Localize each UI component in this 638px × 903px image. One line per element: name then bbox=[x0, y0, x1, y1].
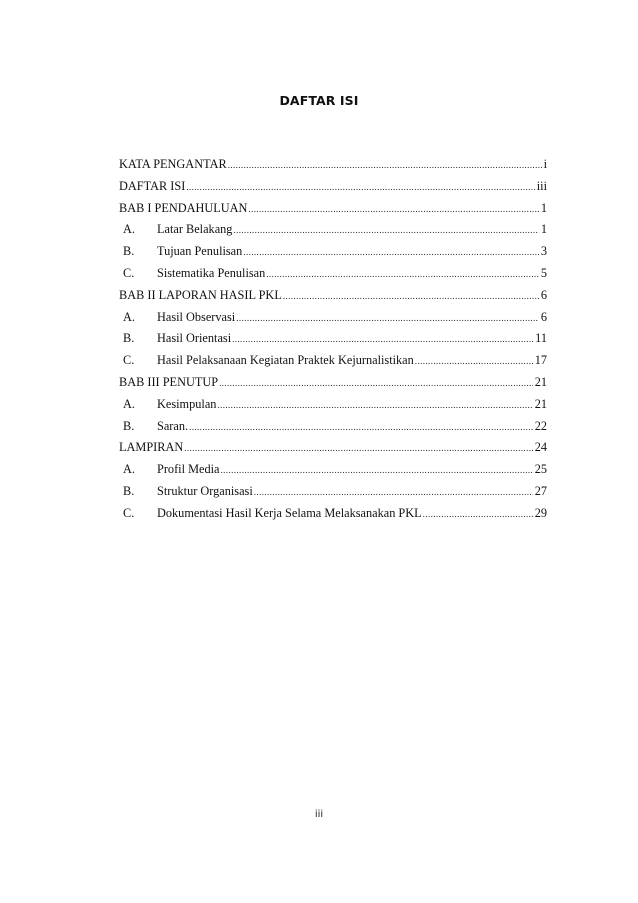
toc-entry-kesimpulan[interactable] bbox=[119, 394, 547, 416]
toc-entry-hasil-observasi[interactable] bbox=[119, 307, 547, 329]
toc-leader-dots bbox=[232, 329, 533, 351]
toc-entry-text: BAB III PENUTUP bbox=[119, 374, 219, 389]
toc-entry-marker: B. bbox=[123, 331, 135, 346]
toc-entry-daftar-isi[interactable] bbox=[119, 176, 547, 198]
toc-page-number: 21 bbox=[534, 374, 547, 389]
toc-page-number: 6 bbox=[540, 309, 547, 324]
toc-entry-marker: A. bbox=[123, 462, 135, 477]
toc-page-number: 1 bbox=[540, 222, 547, 237]
toc-entry-marker: B. bbox=[123, 244, 135, 259]
table-of-contents bbox=[119, 154, 547, 525]
toc-entry-marker: C. bbox=[123, 353, 135, 368]
toc-leader-dots bbox=[217, 395, 532, 417]
toc-entry-kata-pengantar[interactable] bbox=[119, 154, 547, 176]
toc-entry-text: LAMPIRAN bbox=[119, 440, 184, 455]
toc-entry-profil-media[interactable] bbox=[119, 459, 547, 481]
toc-entry-dokumentasi[interactable] bbox=[119, 503, 547, 525]
toc-page-number: 24 bbox=[534, 440, 547, 455]
toc-entry-text: DAFTAR ISI bbox=[119, 178, 186, 193]
toc-entry-lampiran[interactable] bbox=[119, 437, 547, 459]
toc-entry-text: Dokumentasi Hasil Kerja Selama Melaksanakan PKL bbox=[157, 505, 422, 520]
toc-entry-bab-1[interactable] bbox=[119, 198, 547, 220]
toc-leader-dots bbox=[186, 177, 534, 199]
toc-page-number: 1 bbox=[540, 200, 547, 215]
toc-entry-text: Kesimpulan bbox=[157, 396, 217, 411]
toc-entry-text: BAB II LAPORAN HASIL PKL bbox=[119, 287, 282, 302]
toc-entry-marker: B. bbox=[123, 418, 135, 433]
toc-leader-dots bbox=[189, 417, 533, 439]
toc-entry-text: Saran. bbox=[157, 418, 189, 433]
toc-page-number: 6 bbox=[540, 287, 547, 302]
toc-entry-text: BAB I PENDAHULUAN bbox=[119, 200, 248, 215]
toc-entry-hasil-orientasi[interactable] bbox=[119, 328, 547, 350]
toc-page-number: i bbox=[543, 157, 547, 171]
toc-entry-latar-belakang[interactable] bbox=[119, 219, 547, 241]
toc-page-number: 22 bbox=[534, 418, 547, 433]
toc-page-number: 17 bbox=[534, 353, 547, 368]
toc-page-number: 29 bbox=[534, 505, 547, 520]
toc-entry-text: Latar Belakang bbox=[157, 222, 233, 237]
toc-entry-text: Profil Media bbox=[157, 462, 220, 477]
toc-leader-dots bbox=[236, 308, 539, 330]
toc-page-number: 5 bbox=[540, 265, 547, 280]
toc-entry-bab-2[interactable] bbox=[119, 285, 547, 307]
toc-entry-text: Struktur Organisasi bbox=[157, 483, 253, 498]
toc-entry-text: Sistematika Penulisan bbox=[157, 265, 266, 280]
toc-leader-dots bbox=[415, 351, 533, 373]
toc-leader-dots bbox=[423, 504, 533, 526]
toc-page-number: 11 bbox=[535, 331, 547, 346]
toc-entry-marker: A. bbox=[123, 309, 135, 324]
toc-leader-dots bbox=[283, 286, 539, 308]
toc-entry-text: KATA PENGANTAR bbox=[119, 157, 227, 171]
toc-page-number: 27 bbox=[534, 483, 547, 498]
toc-entry-sistematika-penulisan[interactable] bbox=[119, 263, 547, 285]
toc-leader-dots bbox=[233, 220, 538, 242]
toc-entry-marker: C. bbox=[123, 265, 135, 280]
toc-leader-dots bbox=[184, 438, 532, 460]
toc-entry-text: Hasil Observasi bbox=[157, 309, 236, 324]
toc-entry-marker: A. bbox=[123, 396, 135, 411]
toc-leader-dots bbox=[219, 373, 533, 395]
toc-entry-marker: C. bbox=[123, 505, 135, 520]
toc-entry-struktur-organisasi[interactable] bbox=[119, 481, 547, 503]
toc-page-number: iii bbox=[536, 178, 547, 193]
toc-entry-saran[interactable] bbox=[119, 416, 547, 438]
toc-leader-dots bbox=[266, 264, 539, 286]
toc-entry-text: Hasil Pelaksanaan Kegiatan Praktek Kejurnalistikan bbox=[157, 353, 414, 368]
page-number-footer: iii bbox=[314, 809, 324, 820]
toc-leader-dots bbox=[221, 460, 533, 482]
toc-page-number: 25 bbox=[534, 462, 547, 477]
toc-leader-dots bbox=[254, 482, 533, 504]
toc-entry-marker: A. bbox=[123, 222, 135, 237]
toc-entry-bab-3[interactable] bbox=[119, 372, 547, 394]
toc-page-number: 21 bbox=[534, 396, 547, 411]
page-title: DAFTAR ISI bbox=[279, 93, 359, 108]
toc-entry-tujuan-penulisan[interactable] bbox=[119, 241, 547, 263]
toc-entry-text: Hasil Orientasi bbox=[157, 331, 232, 346]
toc-entry-text: Tujuan Penulisan bbox=[157, 244, 243, 259]
toc-leader-dots bbox=[248, 199, 538, 221]
toc-entry-marker: B. bbox=[123, 483, 135, 498]
toc-leader-dots bbox=[228, 155, 542, 177]
toc-page-number: 3 bbox=[540, 244, 547, 259]
toc-leader-dots bbox=[243, 242, 539, 264]
toc-entry-hasil-pelaksanaan[interactable] bbox=[119, 350, 547, 372]
